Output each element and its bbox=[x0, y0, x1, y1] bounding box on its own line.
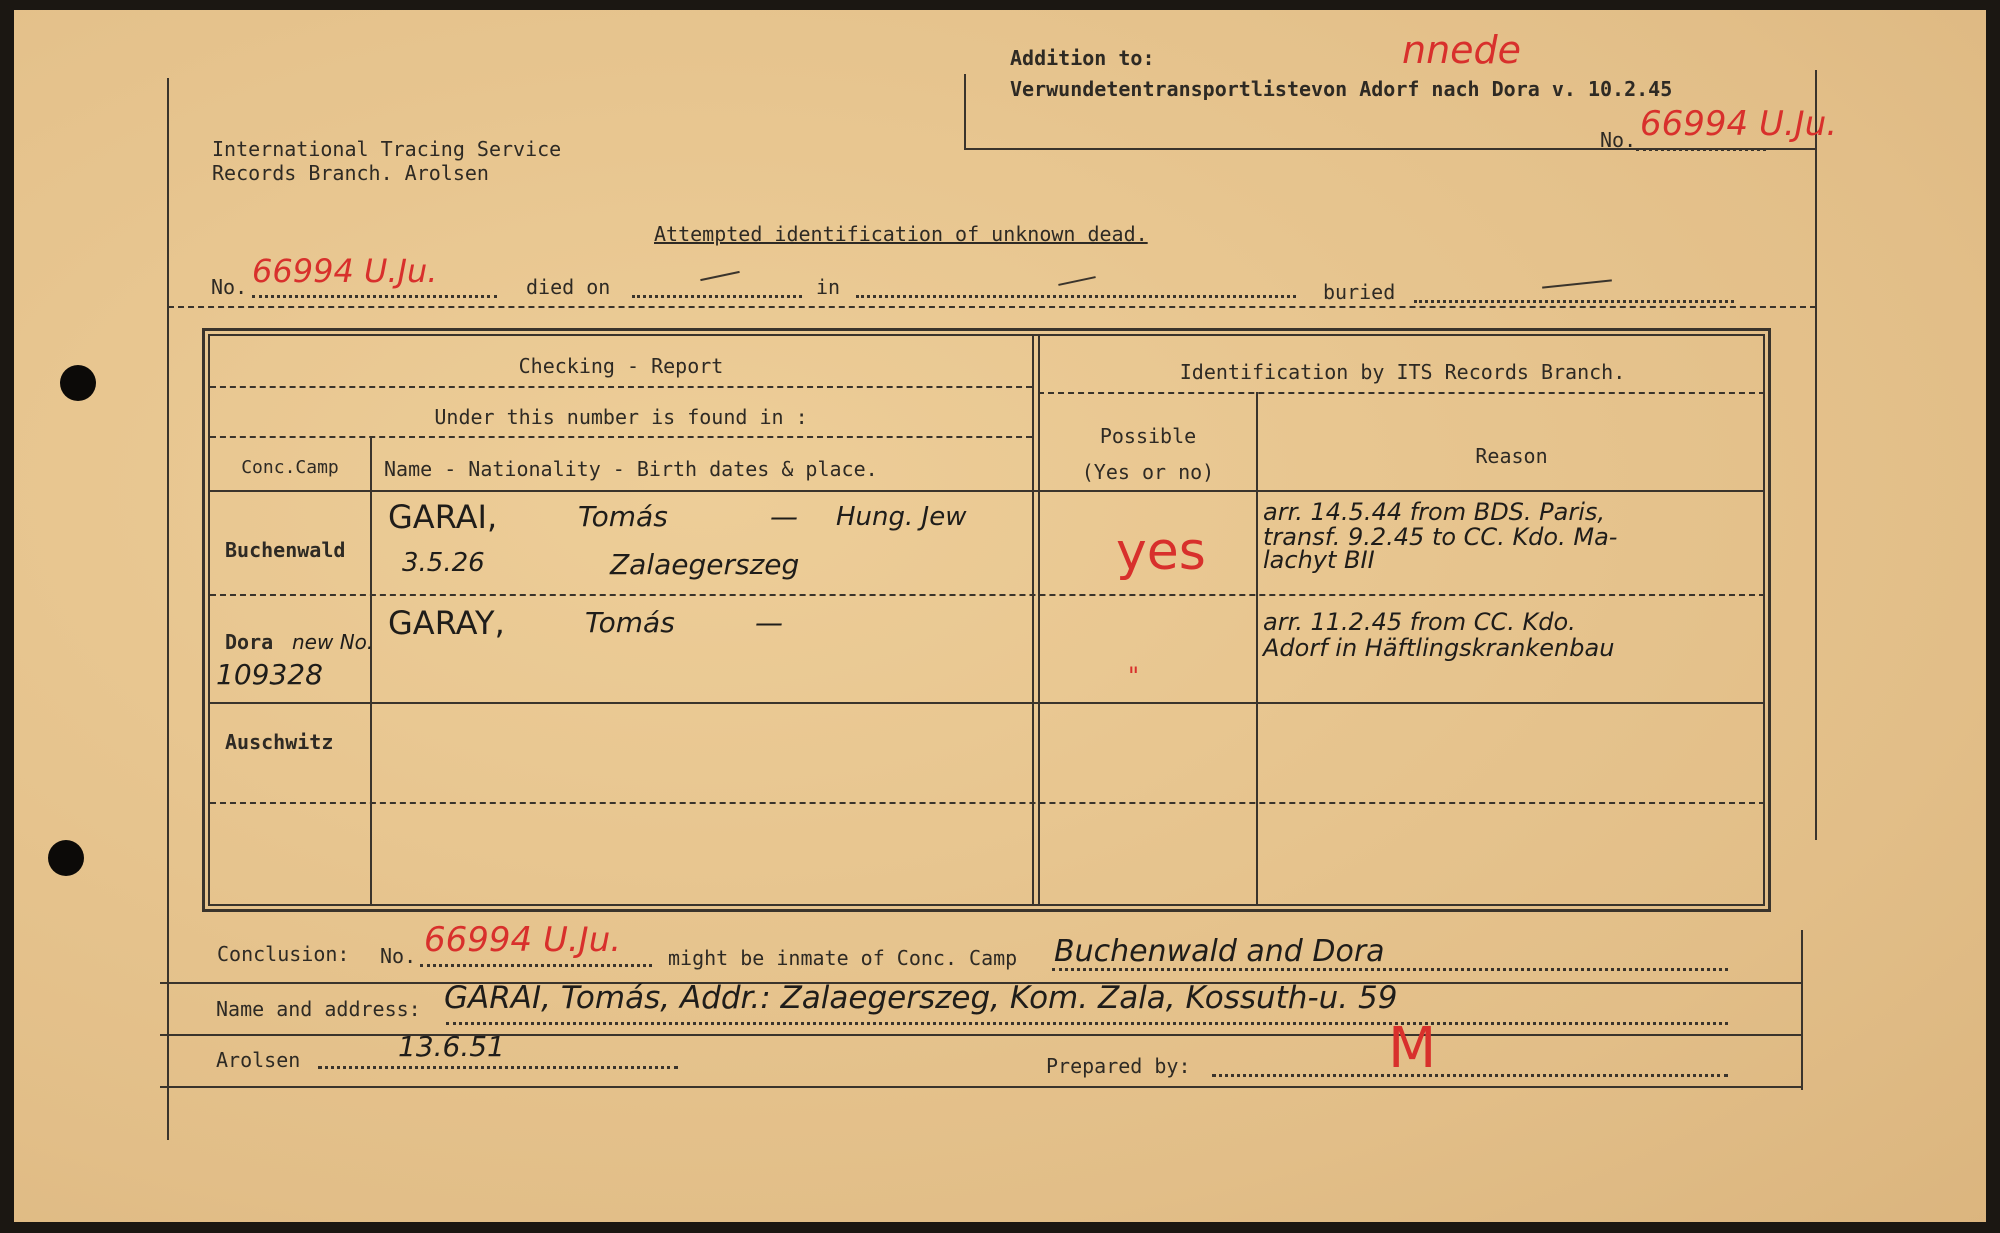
row-rule-under bbox=[210, 436, 1032, 438]
row1-camp: Buchenwald bbox=[225, 538, 346, 562]
row2-possible: " bbox=[1128, 662, 1140, 690]
died-dots bbox=[632, 295, 802, 298]
in-label: in bbox=[816, 275, 841, 299]
name-address-label: Name and address: bbox=[216, 997, 421, 1021]
footer-rule bbox=[160, 1086, 1802, 1088]
row1-possible: yes bbox=[1116, 522, 1206, 582]
col-rule-possible bbox=[1256, 392, 1258, 906]
row2-given: Tomás bbox=[585, 606, 675, 639]
record-no-dots bbox=[252, 295, 497, 298]
record-no-label: No. bbox=[211, 275, 248, 299]
col-name-header: Name - Nationality - Birth dates & place. bbox=[384, 457, 878, 481]
row-rule-checking bbox=[210, 386, 1032, 388]
addition-annotation: nnede bbox=[1402, 28, 1522, 72]
col-rule-mid-a bbox=[1032, 334, 1034, 906]
prepared-label: Prepared by: bbox=[1046, 1054, 1191, 1078]
row3-camp: Auschwitz bbox=[225, 730, 334, 754]
died-label: died on bbox=[526, 275, 611, 299]
right-footer-rule bbox=[1801, 930, 1803, 1090]
row1-dash: — bbox=[770, 500, 798, 533]
row1-reason-2: transf. 9.2.45 to CC. Kdo. Ma- bbox=[1263, 523, 1618, 551]
row-rule-1 bbox=[210, 594, 1765, 596]
prepared-dots bbox=[1212, 1074, 1728, 1077]
col-rule-mid-b bbox=[1038, 334, 1040, 906]
punch-hole-top bbox=[60, 365, 96, 401]
row2-reason-1: arr. 11.2.45 from CC. Kdo. bbox=[1263, 608, 1576, 636]
conclusion-camp-value: Buchenwald and Dora bbox=[1054, 934, 1385, 969]
left-margin-rule bbox=[167, 78, 169, 1140]
addition-no-dots bbox=[1636, 148, 1766, 151]
name-address-dots bbox=[446, 1022, 1728, 1025]
record-rule bbox=[168, 306, 1816, 308]
addition-no-value: 66994 U.Ju. bbox=[1640, 104, 1838, 144]
row-rule-header bbox=[210, 490, 1765, 492]
conclusion-label: Conclusion: bbox=[217, 942, 350, 966]
row2-new-no-label: new No. bbox=[292, 630, 374, 654]
yes-or-no-header: (Yes or no) bbox=[1081, 460, 1215, 484]
conclusion-no-value: 66994 U.Ju. bbox=[424, 920, 622, 960]
addition-box-left bbox=[964, 74, 966, 148]
reason-header: Reason bbox=[1475, 444, 1548, 468]
name-address-value: GARAI, Tomás, Addr.: Zalaegerszeg, Kom. Zala, Kossuth-u. 59 bbox=[444, 980, 1398, 1016]
footer-date: 13.6.51 bbox=[398, 1030, 505, 1063]
row1-surname: GARAI, bbox=[388, 498, 498, 536]
footer-place: Arolsen bbox=[216, 1048, 301, 1072]
checking-report-header: Checking - Report bbox=[518, 354, 724, 378]
addition-label: Addition to: bbox=[1010, 46, 1155, 70]
col-camp-header: Conc.Camp bbox=[241, 457, 339, 478]
footer-date-dots bbox=[318, 1066, 678, 1069]
conclusion-text: might be inmate of Conc. Camp bbox=[668, 946, 1018, 970]
row1-nationality: Hung. Jew bbox=[836, 502, 967, 532]
row-rule-2 bbox=[210, 702, 1765, 704]
row2-camp: Dora bbox=[225, 630, 274, 654]
possible-header: Possible bbox=[1099, 424, 1197, 448]
record-no-value: 66994 U.Ju. bbox=[252, 252, 438, 290]
prepared-signature: M bbox=[1388, 1016, 1437, 1081]
header-line-1: International Tracing Service bbox=[212, 137, 562, 161]
row2-new-no: 109328 bbox=[216, 658, 323, 691]
row1-birth-place: Zalaegerszeg bbox=[610, 548, 800, 581]
row2-surname: GARAY, bbox=[388, 604, 505, 642]
page-title: Attempted identification of unknown dead. bbox=[654, 222, 1148, 246]
row-rule-identification bbox=[1038, 392, 1765, 394]
conclusion-no-dots bbox=[420, 964, 652, 967]
row-rule-3 bbox=[210, 802, 1765, 804]
col-rule-camp bbox=[370, 436, 372, 906]
row1-given: Tomás bbox=[578, 500, 668, 533]
header-line-2: Records Branch. Arolsen bbox=[212, 161, 489, 185]
under-number-header: Under this number is found in : bbox=[434, 405, 808, 429]
row2-reason-2: Adorf in Häftlingskrankenbau bbox=[1263, 634, 1615, 662]
row1-reason-1: arr. 14.5.44 from BDS. Paris, bbox=[1263, 498, 1606, 526]
identification-header: Identification by ITS Records Branch. bbox=[1179, 360, 1626, 384]
row1-reason-3: lachyt BII bbox=[1263, 546, 1375, 574]
conclusion-no-label: No. bbox=[380, 944, 417, 968]
buried-dots bbox=[1414, 300, 1734, 303]
punch-hole-bottom bbox=[48, 840, 84, 876]
row1-birth-date: 3.5.26 bbox=[402, 548, 485, 578]
addition-no-label: No. bbox=[1600, 128, 1637, 152]
addition-text: Verwundetentransportlistevon Adorf nach Dora v. 10.2.45 bbox=[1010, 77, 1673, 101]
in-dots bbox=[856, 295, 1296, 298]
right-margin-rule bbox=[1815, 70, 1817, 840]
buried-label: buried bbox=[1323, 280, 1396, 304]
row2-dash: — bbox=[755, 606, 783, 639]
